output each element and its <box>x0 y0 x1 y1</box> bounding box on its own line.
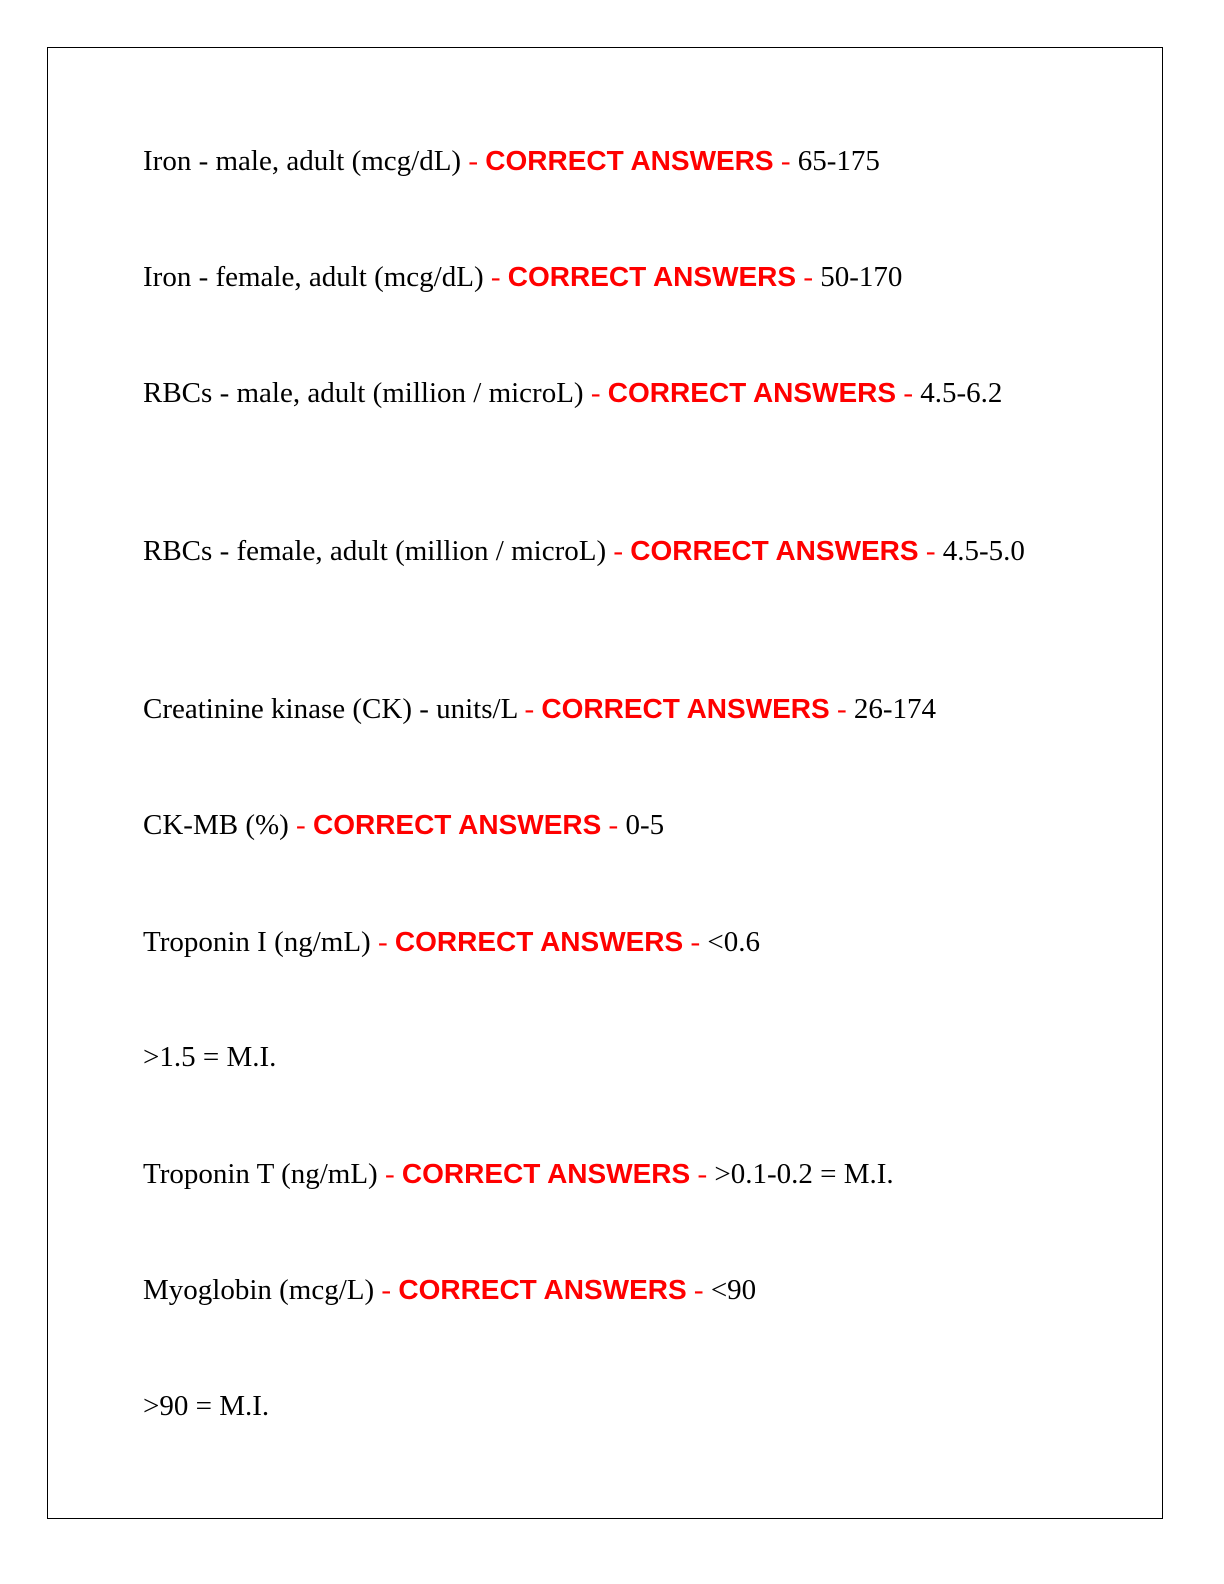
separator: - <box>925 535 936 567</box>
answer-label: CORRECT ANSWERS <box>630 535 919 566</box>
note-line <box>143 1036 1063 1079</box>
note-text: >90 = M.I. <box>143 1390 270 1422</box>
question-text: RBCs - female, adult (million / microL) <box>143 535 607 567</box>
question-text: Myoglobin (mcg/L) <box>143 1274 375 1306</box>
qa-entry <box>143 1268 1063 1312</box>
answer-text: <90 <box>710 1274 757 1306</box>
note-text: >1.5 = M.I. <box>143 1041 277 1073</box>
note-line <box>143 1385 1063 1428</box>
separator: - <box>803 261 814 293</box>
answer-label: CORRECT ANSWERS <box>312 809 602 840</box>
answer-text: 50-170 <box>820 261 903 293</box>
answer-label: CORRECT ANSWERS <box>607 377 897 408</box>
separator: - <box>836 693 847 725</box>
answer-label: CORRECT ANSWERS <box>541 693 830 724</box>
separator: - <box>296 809 306 841</box>
answer-label: CORRECT ANSWERS <box>394 926 684 957</box>
answer-label: CORRECT ANSWERS <box>398 1274 687 1305</box>
question-text: Iron - female, adult (mcg/dL) <box>143 261 484 293</box>
qa-entry <box>143 1152 1063 1196</box>
qa-entry <box>143 371 1063 415</box>
qa-entry <box>143 255 1063 299</box>
question-text: CK-MB (%) <box>143 809 289 841</box>
separator: - <box>780 145 791 177</box>
qa-entry <box>143 920 1063 964</box>
question-text: Troponin I (ng/mL) <box>143 926 371 958</box>
answer-text: >0.1-0.2 = M.I. <box>714 1158 894 1190</box>
qa-entry <box>143 803 1063 847</box>
answer-label: CORRECT ANSWERS <box>401 1158 691 1189</box>
qa-entry <box>143 139 1063 183</box>
separator: - <box>690 926 701 958</box>
separator: - <box>524 693 535 725</box>
answer-text: 0-5 <box>625 809 665 841</box>
answer-text: <0.6 <box>707 926 760 958</box>
separator: - <box>377 926 388 958</box>
qa-entry <box>143 687 1063 731</box>
separator: - <box>697 1158 708 1190</box>
separator: - <box>903 377 913 409</box>
question-text: Troponin T (ng/mL) <box>143 1158 378 1190</box>
separator: - <box>693 1274 704 1306</box>
separator: - <box>384 1158 395 1190</box>
separator: - <box>381 1274 392 1306</box>
separator: - <box>590 377 601 409</box>
qa-entry <box>143 529 1063 573</box>
question-text: Creatinine kinase (CK) - units/L <box>143 693 518 725</box>
answer-label: CORRECT ANSWERS <box>507 261 797 292</box>
separator: - <box>613 535 624 567</box>
answer-label: CORRECT ANSWERS <box>485 145 774 176</box>
separator: - <box>490 261 501 293</box>
answer-text: 4.5-6.2 <box>920 377 1003 409</box>
question-text: RBCs - male, adult (million / microL) <box>143 377 584 409</box>
question-text: Iron - male, adult (mcg/dL) <box>143 145 462 177</box>
answer-text: 4.5-5.0 <box>942 535 1025 567</box>
separator: - <box>468 145 479 177</box>
answer-text: 65-175 <box>797 145 880 177</box>
answer-text: 26-174 <box>853 693 937 725</box>
separator: - <box>608 809 619 841</box>
